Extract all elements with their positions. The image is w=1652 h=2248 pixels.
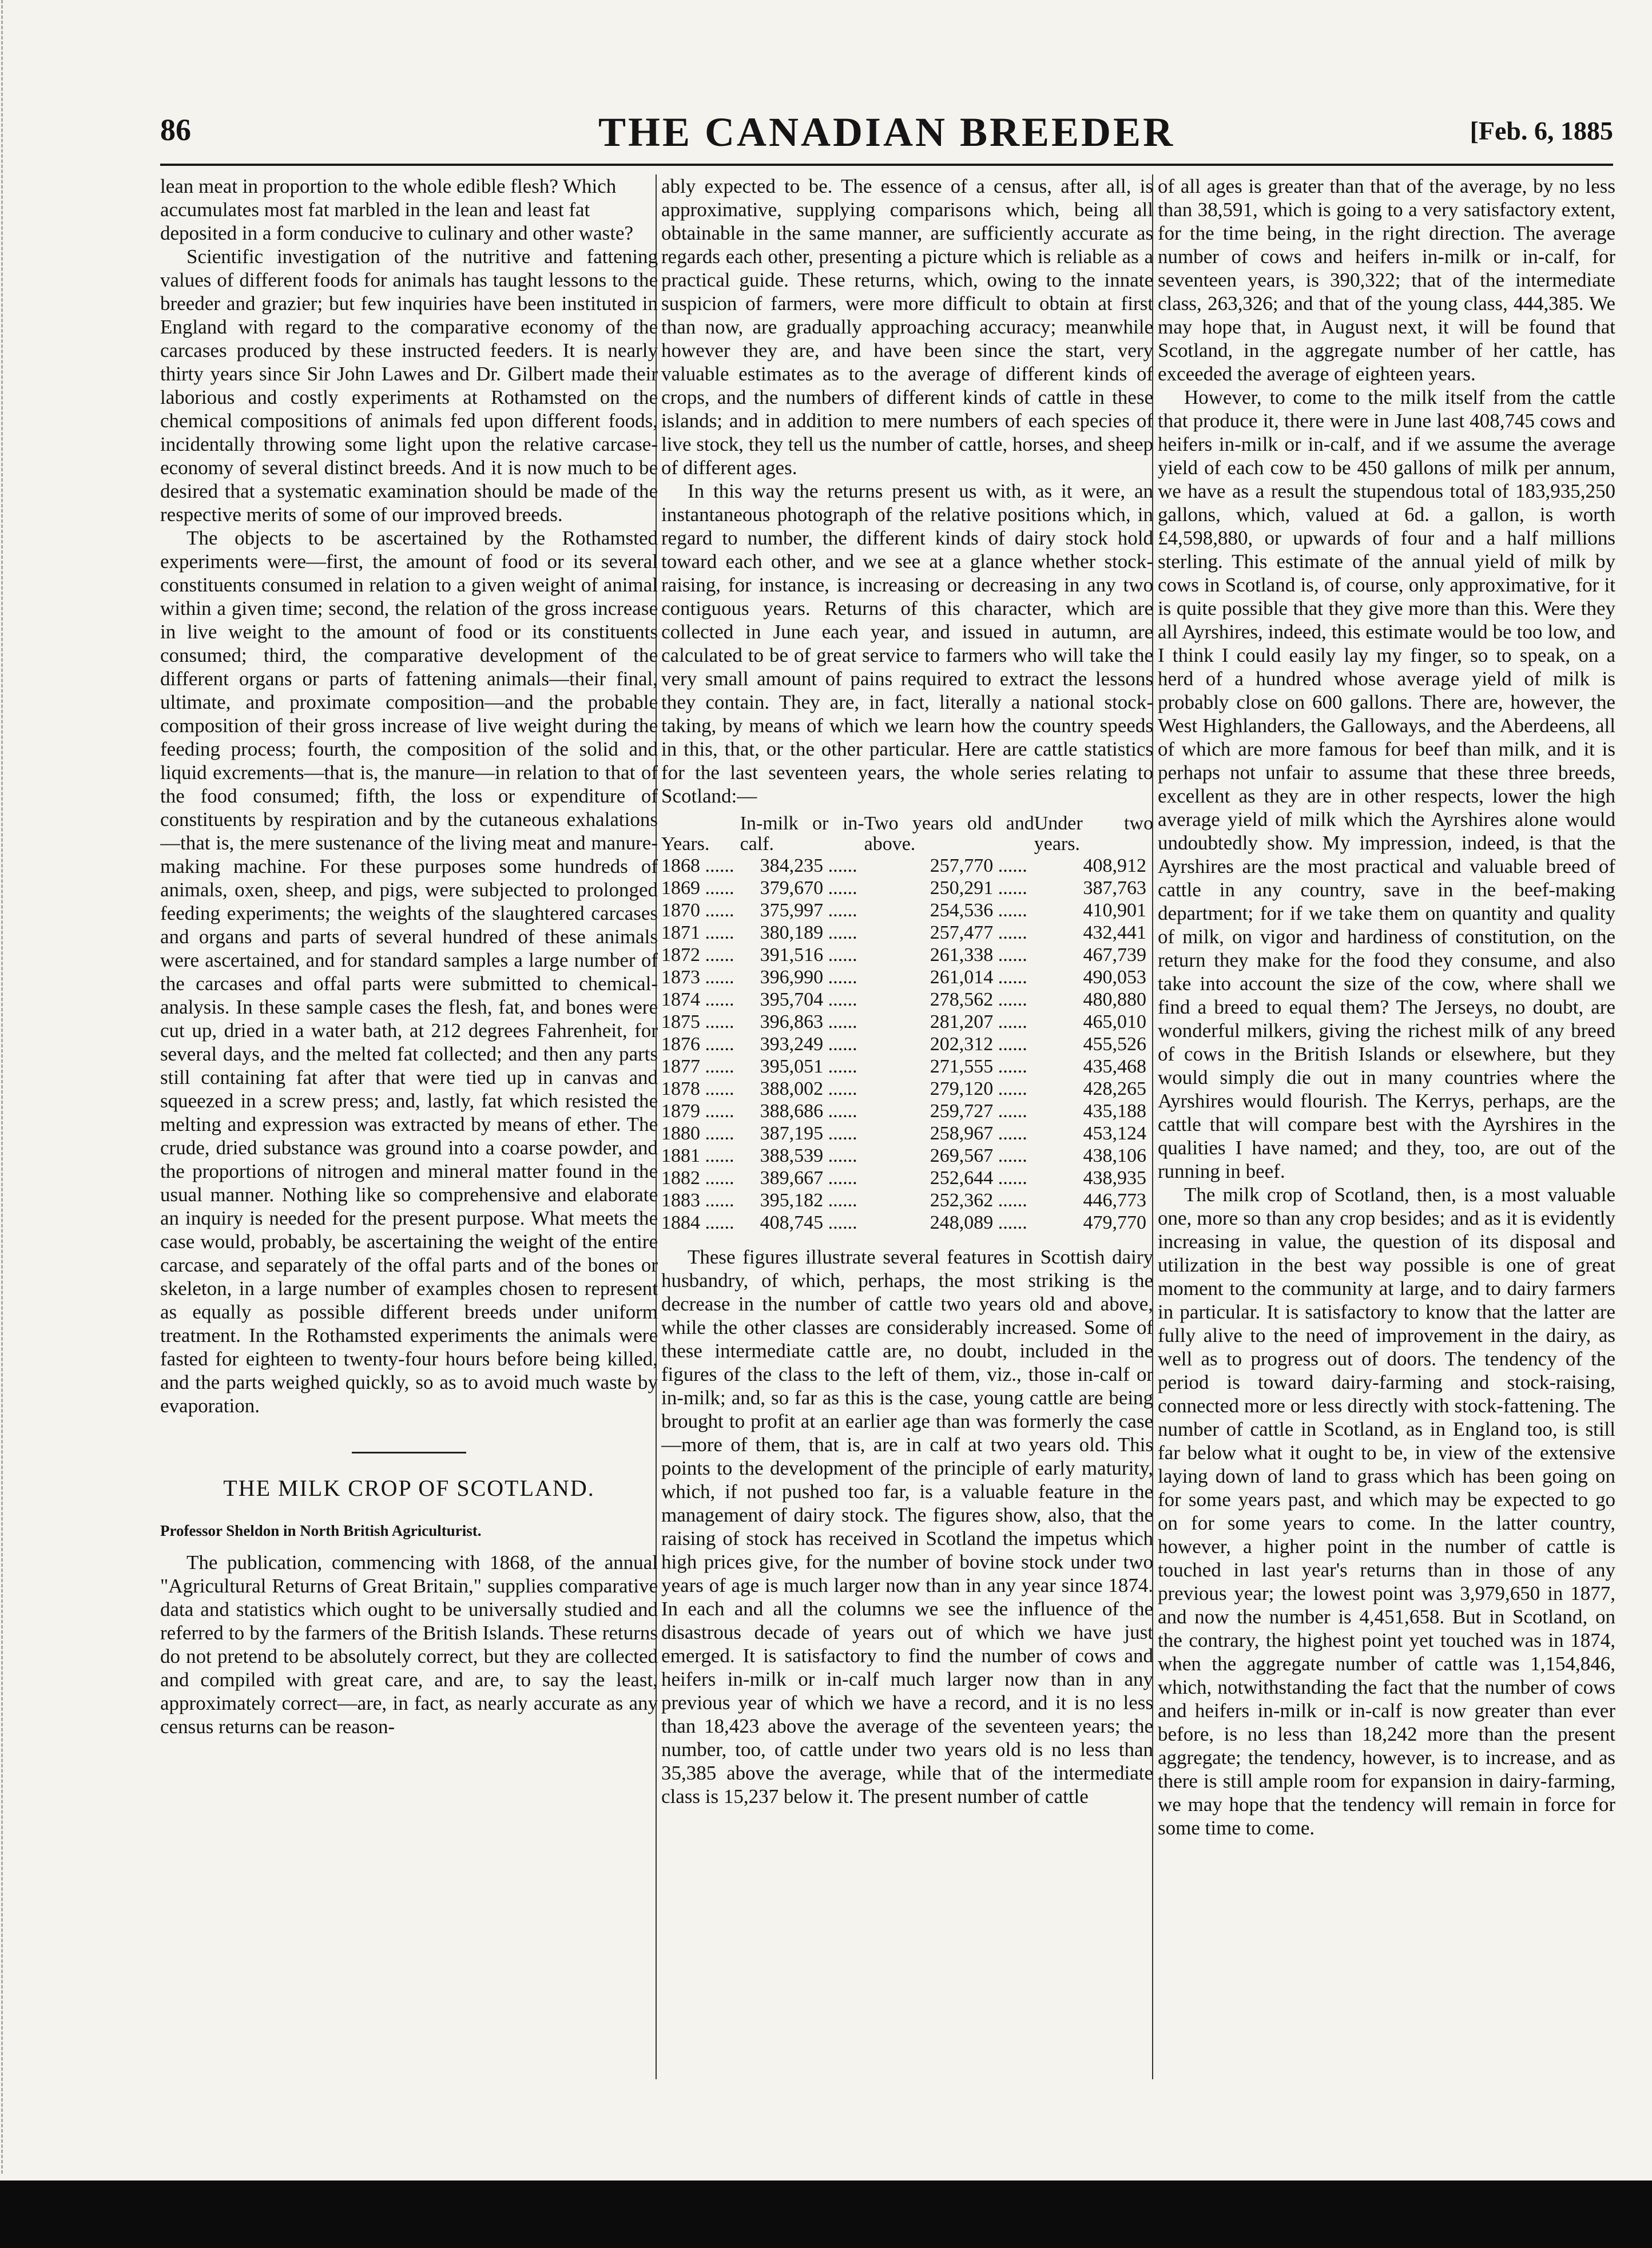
table-cell: 375,997 ......: [760, 900, 857, 921]
table-cell: 1873 ......: [661, 967, 734, 988]
table-cell: 1881 ......: [661, 1145, 734, 1166]
table-cell: 1876 ......: [661, 1034, 734, 1055]
table-cell: 1874 ......: [661, 989, 734, 1010]
table-cell: 479,770: [1083, 1212, 1146, 1233]
table-cell: 435,468: [1083, 1056, 1146, 1077]
table-cell: 269,567 ......: [930, 1145, 1027, 1166]
column-1: [160, 174, 658, 2079]
scan-edge-bar: [0, 2181, 1652, 2248]
table-cell: 395,704 ......: [760, 989, 857, 1010]
table-cell: 261,014 ......: [930, 967, 1027, 988]
table-row: [661, 877, 1153, 899]
table-cell: 387,195 ......: [760, 1123, 857, 1144]
table-cell: 1870 ......: [661, 900, 734, 921]
table-row: [661, 922, 1153, 944]
table-cell: 1884 ......: [661, 1212, 734, 1233]
table-row: [661, 944, 1153, 966]
table-cell: 1877 ......: [661, 1056, 734, 1077]
table-row: [661, 1033, 1153, 1055]
table-row: [661, 1189, 1153, 1212]
paragraph: Scientific investigation of the nutritive and fattening values of different foods for animals has taught lessons to the breeder and grazier; but few inquiries have been instituted in England with regard to the comparative economy of the carcases produced by these instructed feeders. It is nearly thirty years since Sir John Lawes and Dr. Gilbert made their laborious and costly experiments at Rothamsted on the chemical compositions of animals fed upon different foods, incidentally throwing some light upon the relative carcase-economy of several distinct breeds. And it is now much to be desired that a systematic examination should be made of the respective merits of some of our improved breeds.: [160, 245, 658, 526]
binding-edge: [1, 0, 14, 2174]
table-cell: 408,745 ......: [760, 1212, 857, 1233]
table-cell: 1878 ......: [661, 1078, 734, 1099]
table-header: In-milk or in-calf.: [740, 813, 864, 855]
table-cell: 271,555 ......: [930, 1056, 1027, 1077]
table-cell: 387,763: [1083, 877, 1146, 899]
paragraph: ably expected to be. The essence of a census, after all, is approximative, supplying comparisons which, being all obtainable in the same manner, are sufficiently accurate as regards each other, presenting a picture which is reliable as a practical guide. These returns, which, owing to the innate suspicion of farmers, were more difficult to obtain at first than now, are gradually approaching accuracy; meanwhile however they are, and have been since the start, very valuable estimates as to the average of different kinds of crops, and the numbers of different kinds of cattle in these islands; and in addition to mere numbers of each species of live stock, they tell us the number of cattle, horses, and sheep of different ages.: [661, 175, 1153, 479]
table-row: [661, 1167, 1153, 1189]
paragraph: lean meat in proportion to the whole edible flesh? Which accumulates most fat marbled in the lean and least fat deposited in a form conducive to culinary and other waste?: [160, 175, 634, 244]
table-header: Years.: [661, 833, 710, 855]
table-body: [661, 855, 1153, 1234]
table-header: Two years old and above.: [864, 813, 1034, 855]
table-cell: 384,235 ......: [760, 855, 857, 876]
table-cell: 435,188: [1083, 1101, 1146, 1122]
table-cell: 278,562 ......: [930, 989, 1027, 1010]
table-cell: 465,010: [1083, 1011, 1146, 1032]
article-title: THE MILK CROP OF SCOTLAND.: [223, 1475, 595, 1501]
paragraph: In this way the returns present us with, as it were, an instantaneous photograph of the relative positions which, in regard to number, the different kinds of dairy stock hold toward each other, and we see at a glance whether stock-raising, for instance, is increasing or decreasing in any two contiguous years. Returns of this character, which are collected in June each year, and issued in autumn, are calculated to be of great service to farmers who will take the very small amount of pains required to extract the lessons they contain. They are, in fact, literally a national stock-taking, by means of which we learn how the country speeds in this, that, or the other particular. Here are cattle statistics for the last seventeen years, the whole series relating to Scotland:—: [661, 480, 1153, 807]
table-cell: 1880 ......: [661, 1123, 734, 1144]
table-cell: 438,106: [1083, 1145, 1146, 1166]
table-cell: 1872 ......: [661, 944, 734, 966]
table-cell: 202,312 ......: [930, 1034, 1027, 1055]
table-cell: 1869 ......: [661, 877, 734, 899]
table-header-row: [661, 813, 1153, 855]
table-row: [661, 1100, 1153, 1122]
table-cell: 395,182 ......: [760, 1190, 857, 1211]
table-cell: 410,901: [1083, 900, 1146, 921]
table-cell: 396,990 ......: [760, 967, 857, 988]
table-row: [661, 1122, 1153, 1145]
masthead: THE CANADIAN BREEDER: [598, 109, 1176, 155]
table-cell: 396,863 ......: [760, 1011, 857, 1032]
table-cell: 389,667 ......: [760, 1167, 857, 1189]
table-header: Under two years.: [1034, 813, 1153, 855]
issue-date: [Feb. 6, 1885: [1470, 116, 1613, 145]
table-cell: 254,536 ......: [930, 900, 1027, 921]
table-cell: 395,051 ......: [760, 1056, 857, 1077]
cattle-statistics-table: [661, 813, 1153, 1234]
table-row: [661, 1078, 1153, 1100]
table-cell: 428,265: [1083, 1078, 1146, 1099]
table-row: [661, 1212, 1153, 1234]
paragraph: The milk crop of Scotland, then, is a most valuable one, more so than any crop besides; and as it is evidently increasing in value, the question of its disposal and utilization in the best way possible is one of great moment to the community at large, and to dairy farmers in particular. It is satisfactory to know that the latter are fully alive to the need of improvement in the dairy, as well as to progress out of doors. The tendency of the period is toward dairy-farming and stock-raising, connected more or less directly with stock-fattening. The number of cattle in Scotland, as in England too, is still far below what it ought to be, in view of the extensive laying down of land to grass which has been going on for some years past, and which may be expected to go on for some years to come. In the latter country, however, a higher point in the number of cattle is touched in last year's returns than in those of any previous year; the lowest point was 3,979,650 in 1877, and now the number is 4,451,658. But in Scotland, on the contrary, the highest point yet touched was in 1874, when the aggregate number of cattle was 1,154,846, which, notwithstanding the fact that the number of cows and heifers in-milk or in-calf is now greater than ever before, is no less than 18,242 more than the present aggregate; the tendency, however, is to increase, and as there is still ample room for expansion in dairy-farming, we may hope that the tendency will remain in force for some time to come.: [1158, 1183, 1615, 1839]
table-cell: 379,670 ......: [760, 877, 857, 899]
table-cell: 279,120 ......: [930, 1078, 1027, 1099]
table-cell: 408,912: [1083, 855, 1146, 876]
table-cell: 1879 ......: [661, 1101, 734, 1122]
table-cell: 1871 ......: [661, 922, 734, 943]
table-row: [661, 855, 1153, 877]
table-cell: 248,089 ......: [930, 1212, 1027, 1233]
paragraph: The objects to be ascertained by the Rothamsted experiments were—first, the amount of food or its several constituents consumed in relation to a given weight of animal within a given time; second, the relation of the gross increase in live weight to the amount of food or its constituents consumed; third, the comparative development of the different organs or parts of fattening animals—their final, ultimate, and proximate composition—and the probable composition of their gross increase of live weight during the feeding process; fourth, the composition of the solid and liquid excrements—that is, the manure—in relation to that of the food consumed; fifth, the loss or expenditure of constituents by respiration and by the cutaneous exhalations—that is, the mere sustenance of the living meat and manure-making machine. For these purposes some hundreds of animals, oxen, sheep, and pigs, were subjected to prolonged feeding experiments; the weights of the slaughtered carcases and organs and parts of several hundred of these animals were ascertained, and for standard samples a large number of the carcases and offal parts were submitted to chemical-analysis. In these sample cases the flesh, fat, and bones were cut up, dried in a water bath, at 212 degrees Fahrenheit, for several days, and the melted fat collected; and then any parts still containing fat after that were tied up in canvas and squeezed in a screw press; and, lastly, fat which resisted the melting and expression was extracted by means of ether. The crude, dried substance was ground into a coarse powder, and the proportions of nitrogen and mineral matter found in the usual manner. Nothing like so comprehensive and elaborate an inquiry is needed for the present purpose. What meets the case would, probably, be ascertaining the weight of the entire carcase, and separately of the offal parts and of the bones or skeleton, in a large number of examples chosen to represent as equally as possible different breeds under uniform treatment. In the Rothamsted experiments the animals were fasted for eighteen to twenty-four hours before being killed, and the parts weighed quickly, so as to avoid much waste by evaporation.: [160, 527, 658, 1417]
table-cell: 467,739: [1083, 944, 1146, 966]
table-cell: 388,539 ......: [760, 1145, 857, 1166]
paragraph: However, to come to the milk itself from the cattle that produce it, there were in June last 408,745 cows and heifers in-milk or in-calf, and if we assume the average yield of each cow to be 450 gallons of milk per annum, we have as a result the stupendous total of 183,935,250 gallons, which, valued at 6d. a gallon, is worth £4,598,880, or upwards of four and a half millions sterling. This estimate of the annual yield of milk by cows in Scotland is, of course, only approximative, for it is quite possible that they give more than this. Were they all Ayrshires, indeed, this estimate would be too low, and I think I could easily lay my finger, so to speak, on a herd of a hundred whose average yield of milk is probably close on 600 gallons. There are, however, the West Highlanders, the Galloways, and the Aberdeens, all of which are more famous for beef than milk, and it is perhaps not unfair to assume that these three breeds, excellent as they are in other respects, lower the high average yield of milk which the Ayrshires alone would undoubtedly show. My impression, indeed, is that the Ayrshires are the most practical and valuable breed of cattle in any country, save in the beef-making department; for if we take them on quantity and quality of milk, on vigor and hardiness of constitution, on the return they make for the food they consume, and also take into account the size of the cow, where shall we find a breed to equal them? The Jerseys, no doubt, are wonderful milkers, giving the richest milk of any breed of cows in the British Islands or elsewhere, but they would simply die out in many countries where the Ayrshires would flourish. The Kerrys, perhaps, are the cattle that will compare best with the Ayrshires in the qualities I have named; and they, too, are out of the running in beef.: [1158, 386, 1615, 1182]
table-cell: 446,773: [1083, 1190, 1146, 1211]
table-row: [661, 988, 1153, 1011]
paragraph: of all ages is greater than that of the average, by no less than 38,591, which is going to a very satisfactory extent, for the time being, in the right direction. The average number of cows and heifers in-milk or in-calf, for seventeen years, is 390,322; that of the intermediate class, 263,326; and that of the young class, 444,385. We may hope that, in August next, it will be found that Scotland, in the aggregate number of her cattle, has exceeded the average of eighteen years.: [1158, 175, 1615, 385]
table-row: [661, 1145, 1153, 1167]
table-cell: 1868 ......: [661, 855, 734, 876]
table-row: [661, 1055, 1153, 1078]
table-cell: 257,477 ......: [930, 922, 1027, 943]
table-cell: 1883 ......: [661, 1190, 734, 1211]
table-cell: 480,880: [1083, 989, 1146, 1010]
table-row: [661, 899, 1153, 922]
paragraph: These figures illustrate several features in Scottish dairy husbandry, of which, perhaps, the most striking is the decrease in the number of cattle two years old and above, while the other classes are considerably increased. Some of these intermediate cattle are, no doubt, included in the figures of the class to the left of them, viz., those in-calf or in-milk; and, so far as this is the case, young cattle are being brought to profit at an earlier age than was formerly the case—more of them, that is, are in calf at two years old. This points to the development of the principle of early maturity, which, if not pushed too far, is a valuable feature in the management of dairy stock. The figures show, also, that the raising of stock has received in Scotland the impetus which high prices give, for the number of bovine stock under two years of age is much larger now than in any year since 1874. In each and all the columns we see the influence of the disastrous decade of years out of which we have just emerged. It is satisfactory to find the number of cows and heifers in-milk or in-calf much larger now than in any previous year of which we have a record, and it is no less than 18,423 above the average of the seventeen years; the number, too, of cattle under two years old is no less than 35,385 above the average, while that of the intermediate class is 15,237 below it. The present number of cattle: [661, 1246, 1153, 1808]
table-cell: 388,002 ......: [760, 1078, 857, 1099]
page-number: 86: [160, 113, 191, 147]
table-cell: 490,053: [1083, 967, 1146, 988]
table-cell: 261,338 ......: [930, 944, 1027, 966]
table-cell: 455,526: [1083, 1034, 1146, 1055]
paragraph: The publication, commencing with 1868, of the annual "Agricultural Returns of Great Britain," supplies comparative data and statistics which ought to be universally studied and referred to by the farmers of the British Islands. These returns do not pretend to be absolutely correct, but they are collected and compiled with great care, and are, to say the least, approximately correct—are, in fact, as nearly accurate as any census returns can be reason-: [160, 1551, 658, 1738]
column-2: [661, 174, 1153, 2079]
table-cell: 438,935: [1083, 1167, 1146, 1189]
table-cell: 258,967 ......: [930, 1123, 1027, 1144]
table-cell: 250,291 ......: [930, 877, 1027, 899]
table-cell: 453,124: [1083, 1123, 1146, 1144]
table-cell: 1882 ......: [661, 1167, 734, 1189]
table-cell: 432,441: [1083, 922, 1146, 943]
table-cell: 281,207 ......: [930, 1011, 1027, 1032]
byline: Professor Sheldon in North British Agriculturist.: [160, 1522, 482, 1539]
table-cell: 252,644 ......: [930, 1167, 1027, 1189]
table-cell: 252,362 ......: [930, 1190, 1027, 1211]
table-cell: 380,189 ......: [760, 922, 857, 943]
page-header: [160, 109, 1613, 166]
table-row: [661, 1011, 1153, 1033]
table-cell: 388,686 ......: [760, 1101, 857, 1122]
section-divider: [352, 1452, 466, 1453]
table-cell: 391,516 ......: [760, 944, 857, 966]
table-cell: 259,727 ......: [930, 1101, 1027, 1122]
table-row: [661, 966, 1153, 988]
table-cell: 1875 ......: [661, 1011, 734, 1032]
column-3: [1158, 174, 1615, 2079]
table-cell: 257,770 ......: [930, 855, 1027, 876]
table-cell: 393,249 ......: [760, 1034, 857, 1055]
